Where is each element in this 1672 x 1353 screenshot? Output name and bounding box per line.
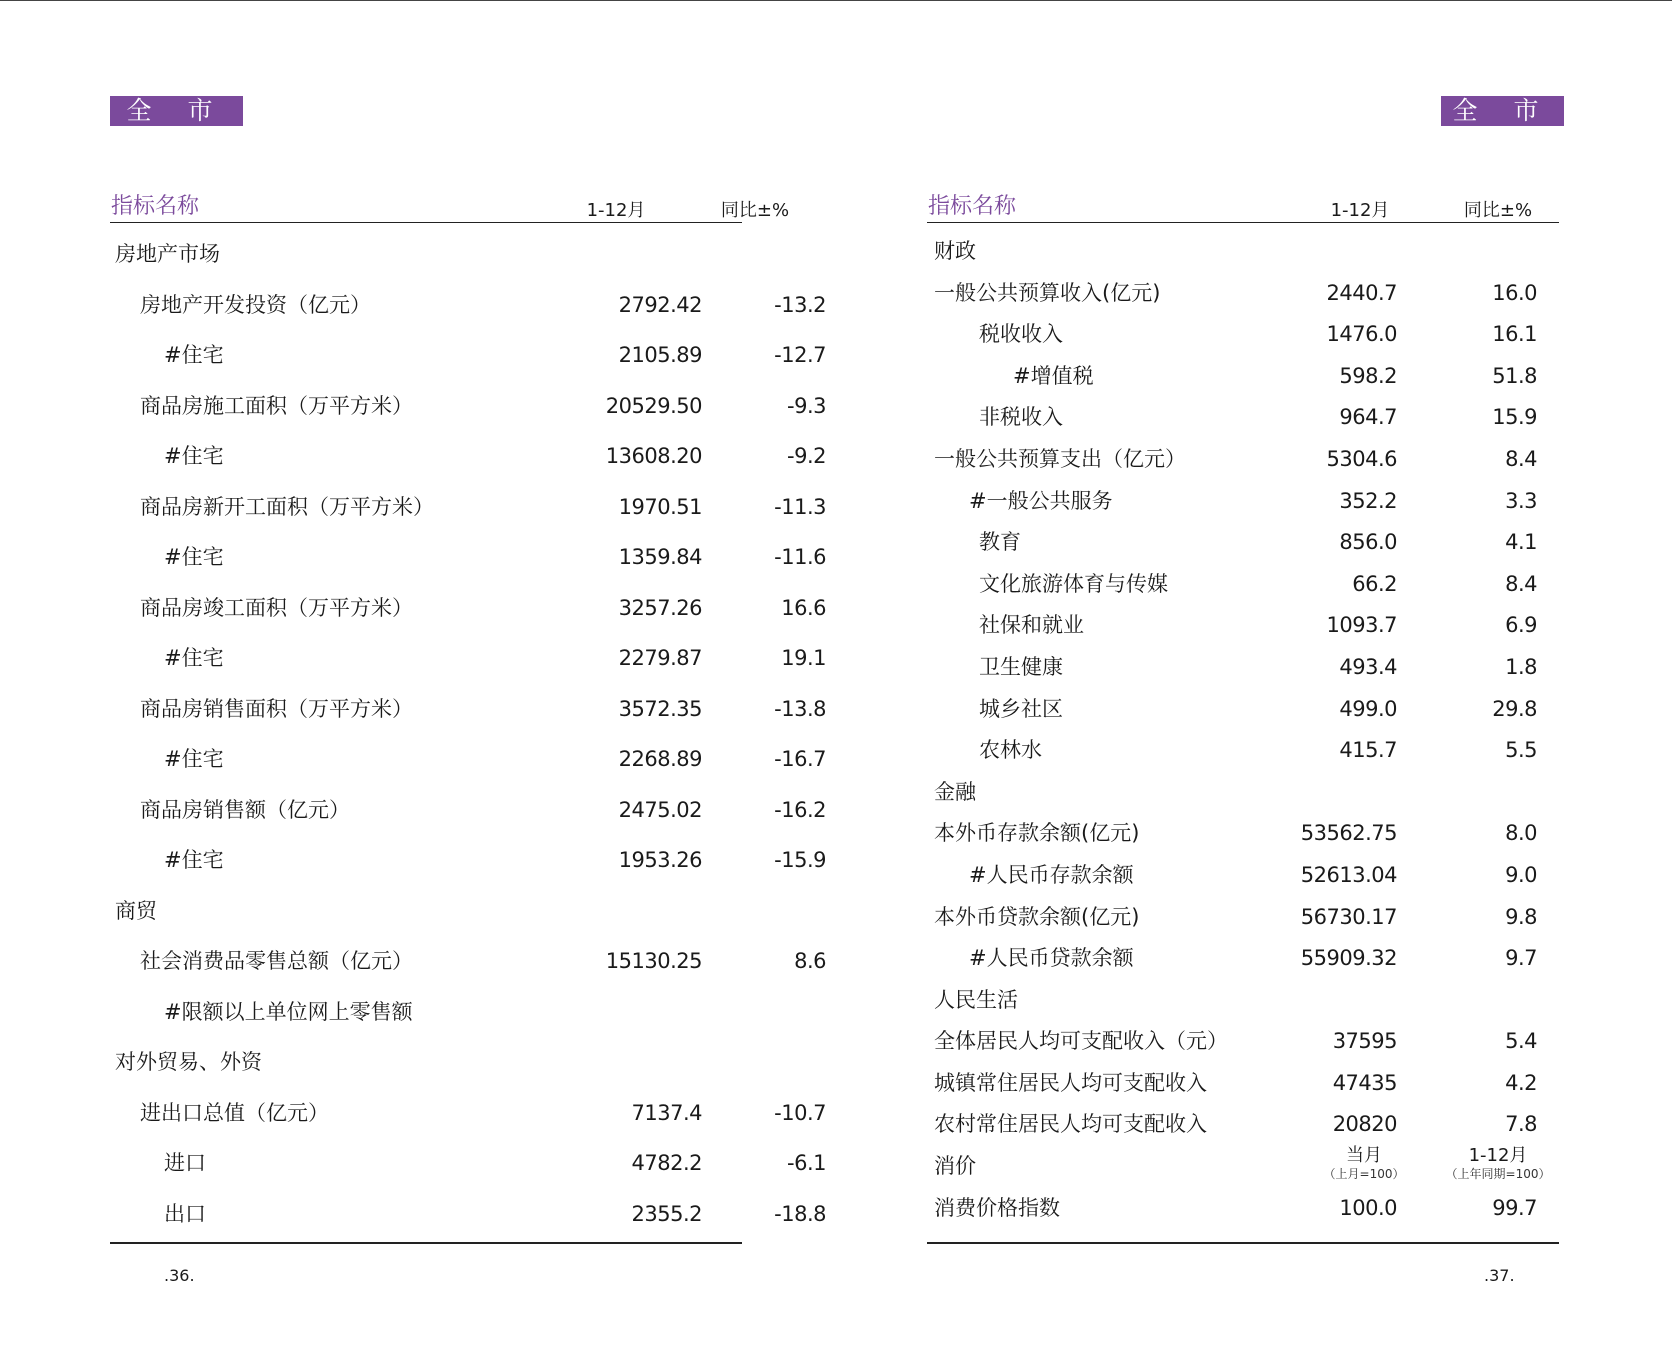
row-label: 进口 <box>164 1151 206 1175</box>
row-value: 20529.50 <box>605 393 702 418</box>
row-label: 商品房销售额（亿元） <box>140 797 350 822</box>
row-yoy: -11.6 <box>774 545 826 569</box>
row-value: 55909.32 <box>1300 946 1397 971</box>
row-label: 城乡社区 <box>979 696 1063 721</box>
row-value: 66.2 <box>1352 571 1397 596</box>
table-row <box>927 900 1559 942</box>
row-value: 856.0 <box>1339 530 1397 555</box>
table-row <box>110 337 826 388</box>
table-row <box>927 1066 1559 1108</box>
table-row <box>927 1191 1559 1233</box>
table-row <box>927 858 1559 900</box>
table-row <box>927 1107 1559 1149</box>
right-page <box>927 0 1559 1353</box>
row-label: 本外币存款余额(亿元) <box>934 821 1140 846</box>
row-value: 2475.02 <box>618 797 702 822</box>
table-row <box>927 692 1559 734</box>
row-label: #人民币存款余额 <box>969 862 1134 887</box>
subheader-ytd-base: （上年同期=100） <box>1445 1167 1551 1182</box>
header-indicator-name: 指标名称 <box>928 194 1017 219</box>
row-value: 37595 <box>1332 1029 1397 1054</box>
row-value: 352.2 <box>1339 488 1397 513</box>
row-yoy: 29.8 <box>1492 696 1537 721</box>
table-row <box>110 539 826 590</box>
table-row <box>110 590 826 641</box>
table-row <box>110 1044 742 1095</box>
row-yoy: -9.2 <box>787 444 826 468</box>
row-yoy: 8.4 <box>1505 571 1537 596</box>
row-yoy: -13.8 <box>774 696 826 721</box>
table-row <box>927 359 1559 401</box>
row-yoy: 99.7 <box>1492 1195 1537 1220</box>
row-label: 社会消费品零售总额（亿元） <box>140 949 413 973</box>
table-row <box>927 775 1559 817</box>
row-label: 消价 <box>934 1154 976 1179</box>
table-bottom-rule <box>110 1242 742 1244</box>
table-row <box>927 525 1559 567</box>
row-label: 人民生活 <box>934 987 1018 1012</box>
header-indicator-name: 指标名称 <box>111 194 200 219</box>
header-period: 1-12月 <box>586 200 646 221</box>
row-yoy: 6.9 <box>1505 613 1537 638</box>
row-value: 1953.26 <box>618 848 702 872</box>
row-yoy: -9.3 <box>787 393 826 418</box>
row-label: 商贸 <box>115 898 157 923</box>
row-value: 3257.26 <box>618 595 702 620</box>
row-value: 7137.4 <box>631 1100 702 1125</box>
row-value: 100.0 <box>1339 1195 1397 1220</box>
row-value: 493.4 <box>1339 654 1397 679</box>
table-header <box>927 188 1559 223</box>
row-value: 2105.89 <box>618 343 702 367</box>
row-label: 商品房新开工面积（万平方米） <box>140 494 434 519</box>
row-label: 税收收入 <box>979 322 1063 347</box>
row-label: 商品房销售面积（万平方米） <box>140 696 413 721</box>
section-badge: 全 市 <box>1441 96 1564 126</box>
table-row <box>927 400 1559 442</box>
header-yoy: 同比±% <box>720 200 790 221</box>
row-yoy: 4.2 <box>1505 1070 1537 1095</box>
row-yoy: 19.1 <box>781 646 826 670</box>
row-yoy: -6.1 <box>787 1151 826 1175</box>
table-row <box>110 842 826 893</box>
row-label: 非税收入 <box>979 405 1063 430</box>
row-label: 全体居民人均可支配收入（元） <box>934 1029 1228 1054</box>
row-label: 文化旅游体育与传媒 <box>979 571 1168 596</box>
row-label: #人民币贷款余额 <box>969 946 1134 971</box>
row-label: #住宅 <box>164 848 224 872</box>
subheader-ytd <box>1433 1147 1563 1183</box>
row-value: 1476.0 <box>1326 322 1397 347</box>
row-value: 4782.2 <box>631 1151 702 1175</box>
header-yoy: 同比±% <box>1463 200 1533 221</box>
row-label: #增值税 <box>1013 363 1094 388</box>
row-label: 本外币贷款余额(亿元) <box>934 904 1140 929</box>
table-row <box>927 276 1559 318</box>
table-row <box>927 317 1559 359</box>
row-yoy: 7.8 <box>1505 1112 1537 1137</box>
row-label: 出口 <box>164 1201 206 1226</box>
table-row <box>110 287 826 338</box>
table-row <box>927 608 1559 650</box>
row-yoy: -10.7 <box>774 1100 826 1125</box>
table-row <box>110 741 826 792</box>
table-row <box>110 994 742 1045</box>
row-label: #一般公共服务 <box>969 488 1113 513</box>
table-row <box>927 234 1559 276</box>
row-yoy: -15.9 <box>774 848 826 872</box>
row-yoy: 9.0 <box>1505 862 1537 887</box>
row-yoy: -13.2 <box>774 292 826 317</box>
row-yoy: 4.1 <box>1505 530 1537 555</box>
row-label: 卫生健康 <box>979 654 1063 679</box>
row-value: 1359.84 <box>618 545 702 569</box>
row-label: 房地产开发投资（亿元） <box>140 292 371 317</box>
row-label: 消费价格指数 <box>934 1195 1060 1220</box>
row-value: 499.0 <box>1339 696 1397 721</box>
header-period: 1-12月 <box>1330 200 1390 221</box>
table-row <box>927 983 1559 1025</box>
row-value: 2268.89 <box>618 747 702 771</box>
table-row <box>110 1145 826 1196</box>
row-label: #限额以上单位网上零售额 <box>164 999 413 1024</box>
row-yoy: -11.3 <box>774 494 826 519</box>
table-row <box>927 941 1559 983</box>
row-label: 进出口总值（亿元） <box>140 1100 329 1125</box>
row-label: 一般公共预算收入(亿元) <box>934 280 1161 305</box>
row-label: #住宅 <box>164 747 224 771</box>
row-label: 社保和就业 <box>979 613 1084 638</box>
row-yoy: -18.8 <box>774 1201 826 1226</box>
row-label: #住宅 <box>164 646 224 670</box>
table-row <box>927 484 1559 526</box>
table-row <box>110 691 826 742</box>
indicator-table <box>927 234 1559 1232</box>
row-yoy: 51.8 <box>1492 363 1537 388</box>
table-row <box>110 1196 826 1247</box>
page-number: .36. <box>164 1266 195 1285</box>
row-label: 农林水 <box>979 738 1042 763</box>
row-yoy: 1.8 <box>1505 654 1537 679</box>
left-page <box>110 0 826 1353</box>
row-value: 2440.7 <box>1326 280 1397 305</box>
row-label: 商品房竣工面积（万平方米） <box>140 595 413 620</box>
table-row <box>110 1095 826 1146</box>
row-yoy: 16.1 <box>1492 322 1537 347</box>
section-badge: 全 市 <box>110 96 243 126</box>
row-yoy: -16.2 <box>774 797 826 822</box>
row-yoy: 8.4 <box>1505 446 1537 471</box>
row-value: 56730.17 <box>1300 904 1397 929</box>
table-row <box>110 640 826 691</box>
row-value: 964.7 <box>1339 405 1397 430</box>
row-value: 15130.25 <box>605 949 702 973</box>
indicator-table <box>110 236 826 1246</box>
row-value: 1093.7 <box>1326 613 1397 638</box>
row-label: 一般公共预算支出（亿元） <box>934 446 1186 471</box>
row-yoy: 16.0 <box>1492 280 1537 305</box>
table-bottom-rule <box>927 1242 1559 1244</box>
row-value: 47435 <box>1332 1070 1397 1095</box>
row-yoy: 5.4 <box>1505 1029 1537 1054</box>
table-row <box>110 236 742 287</box>
table-row <box>110 438 826 489</box>
table-row <box>927 442 1559 484</box>
row-label: 教育 <box>979 530 1021 555</box>
row-label: 城镇常住居民人均可支配收入 <box>934 1070 1207 1095</box>
row-label: 对外贸易、外资 <box>115 1050 262 1074</box>
row-yoy: 3.3 <box>1505 488 1537 513</box>
row-value: 52613.04 <box>1300 862 1397 887</box>
table-row <box>110 489 826 540</box>
row-label: 农村常住居民人均可支配收入 <box>934 1112 1207 1137</box>
row-yoy: 9.7 <box>1505 946 1537 971</box>
row-value: 2355.2 <box>631 1201 702 1226</box>
subheader-current-month <box>1309 1147 1419 1183</box>
row-value: 415.7 <box>1339 738 1397 763</box>
row-value: 2792.42 <box>618 292 702 317</box>
table-row <box>927 650 1559 692</box>
table-row <box>927 1145 1559 1191</box>
row-label: 金融 <box>934 779 976 804</box>
row-yoy: 5.5 <box>1505 738 1537 763</box>
row-value: 598.2 <box>1339 363 1397 388</box>
table-row <box>110 943 826 994</box>
table-row <box>110 893 742 944</box>
row-label: 房地产市场 <box>115 242 220 266</box>
table-row <box>110 792 826 843</box>
subheader-current-month-base: （上月=100） <box>1323 1167 1405 1182</box>
row-yoy: 9.8 <box>1505 904 1537 929</box>
subheader-ytd-label: 1-12月 <box>1468 1145 1528 1167</box>
row-label: 财政 <box>934 239 976 263</box>
table-header <box>110 188 790 223</box>
row-value: 5304.6 <box>1326 446 1397 471</box>
subheader-current-month-label: 当月 <box>1346 1145 1382 1167</box>
row-yoy: 15.9 <box>1492 405 1537 430</box>
row-label: 商品房施工面积（万平方米） <box>140 393 413 418</box>
row-label: #住宅 <box>164 545 224 569</box>
row-yoy: 16.6 <box>781 595 826 620</box>
table-row <box>927 816 1559 858</box>
row-value: 1970.51 <box>618 494 702 519</box>
row-yoy: 8.6 <box>794 949 826 973</box>
page-number: .37. <box>1484 1266 1515 1285</box>
row-value: 20820 <box>1332 1112 1397 1137</box>
row-value: 13608.20 <box>605 444 702 468</box>
row-yoy: -12.7 <box>774 343 826 367</box>
table-row <box>110 388 826 439</box>
table-row <box>927 1024 1559 1066</box>
row-label: #住宅 <box>164 444 224 468</box>
table-row <box>927 567 1559 609</box>
row-yoy: -16.7 <box>774 747 826 771</box>
table-row <box>927 733 1559 775</box>
row-value: 2279.87 <box>618 646 702 670</box>
row-yoy: 8.0 <box>1505 821 1537 846</box>
row-value: 3572.35 <box>618 696 702 721</box>
row-label: #住宅 <box>164 343 224 367</box>
row-value: 53562.75 <box>1300 821 1397 846</box>
